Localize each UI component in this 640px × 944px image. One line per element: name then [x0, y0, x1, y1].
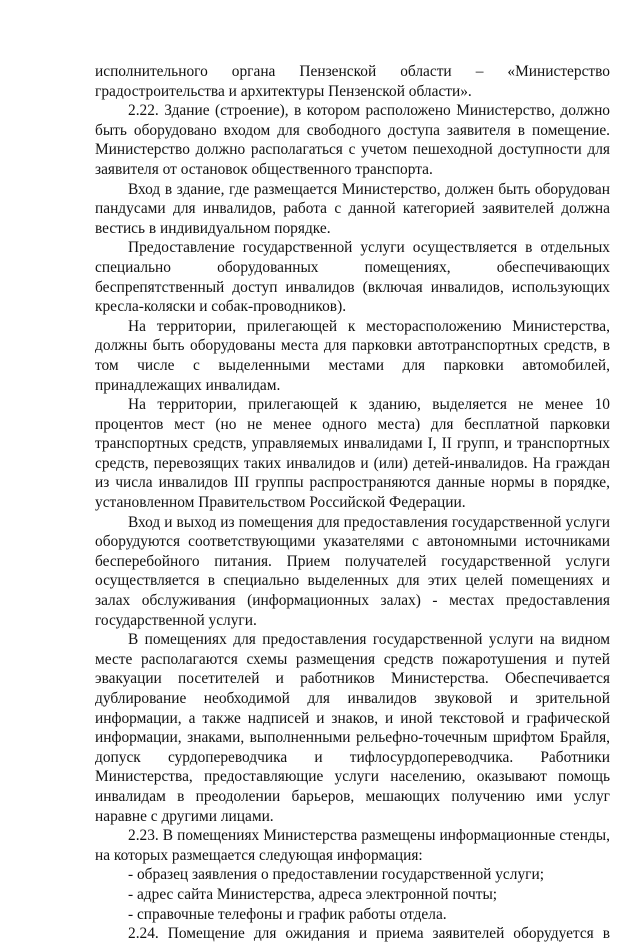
paragraph-continuation: исполнительного органа Пензенской области – «Министерство градостроительства и архитектуры Пензенской области».: [95, 63, 610, 100]
list-item: - адрес сайта Министерства, адреса электронной почты;: [128, 885, 498, 903]
paragraph-premises-access: Предоставление государственной услуги осуществляется в отдельных специально оборудованных помещениях, обеспечивающих беспрепятственный доступ инвалидов (включая инвалидов, использующих кресла-коляски и собак-проводников).: [95, 239, 610, 316]
paragraph-2-23: 2.23. В помещениях Министерства размещены информационные стенды, на которых размещается следующая информация:: [95, 827, 610, 864]
list-item: - образец заявления о предоставлении государственной услуги;: [128, 866, 544, 884]
paragraph-2-24: 2.24. Помещение для ожидания и приема заявителей оборудуется в: [128, 925, 610, 943]
paragraph-evacuation-schemes: В помещениях для предоставления государственной услуги на видном месте располагаются схемы размещения средств пожаротушения и путей эвакуации посетителей и работников Министерства. Обеспечивается дублирование необходимой для инвалидов звуковой и зрительной информации, а также надписей и знаков, и иной текстовой и графической информации, знаками, выполненными рельефно-точечным шрифтом Брайля, допуск сурдопереводчика и тифлосурдопереводчика. Работники Министерства, предоставляющие услуги населению, оказывают помощь инвалидам в преодолении барьеров, мешающих получению ими услуг наравне с другими лицами.: [95, 631, 610, 825]
paragraph-entrance-exit: Вход и выход из помещения для предоставления государственной услуги оборудуются соответствующими указателями с автономными источниками бесперебойного питания. Прием получателей государственной услуги осуществляется в специально выделенных для этих целей помещениях и залах обслуживания (информационных залах) - местах предоставления государственной услуги.: [95, 513, 610, 629]
paragraph-2-22: 2.22. Здание (строение), в котором расположено Министерство, должно быть оборудовано входом для свободного доступа заявителя в помещение. Министерство должно располагаться с учетом пешеходной доступности для заявителя от остановок общественного транспорта.: [95, 102, 610, 178]
paragraph-parking-quota: На территории, прилегающей к зданию, выделяется не менее 10 процентов мест (но не менее одного места) для бесплатной парковки транспортных средств, управляемых инвалидами I, II групп, и транспортных средств, перевозящих таких инвалидов и (или) детей-инвалидов. На граждан из числа инвалидов III группы распространяются данные нормы в порядке, установленном Правительством Российской Федерации.: [95, 396, 610, 512]
paragraph-entrance-ramps: Вход в здание, где размещается Министерство, должен быть оборудован пандусами для инвалидов, работа с данной категорией заявителей должна вестись в индивидуальном порядке.: [95, 180, 610, 237]
list-item: - справочные телефоны и график работы отдела.: [128, 905, 447, 923]
paragraph-parking-territory: На территории, прилегающей к месторасположению Министерства, должны быть оборудованы места для парковки автотранспортных средств, в том числе с выделенными местами для парковки автомобилей, принадлежащих инвалидам.: [95, 317, 610, 394]
